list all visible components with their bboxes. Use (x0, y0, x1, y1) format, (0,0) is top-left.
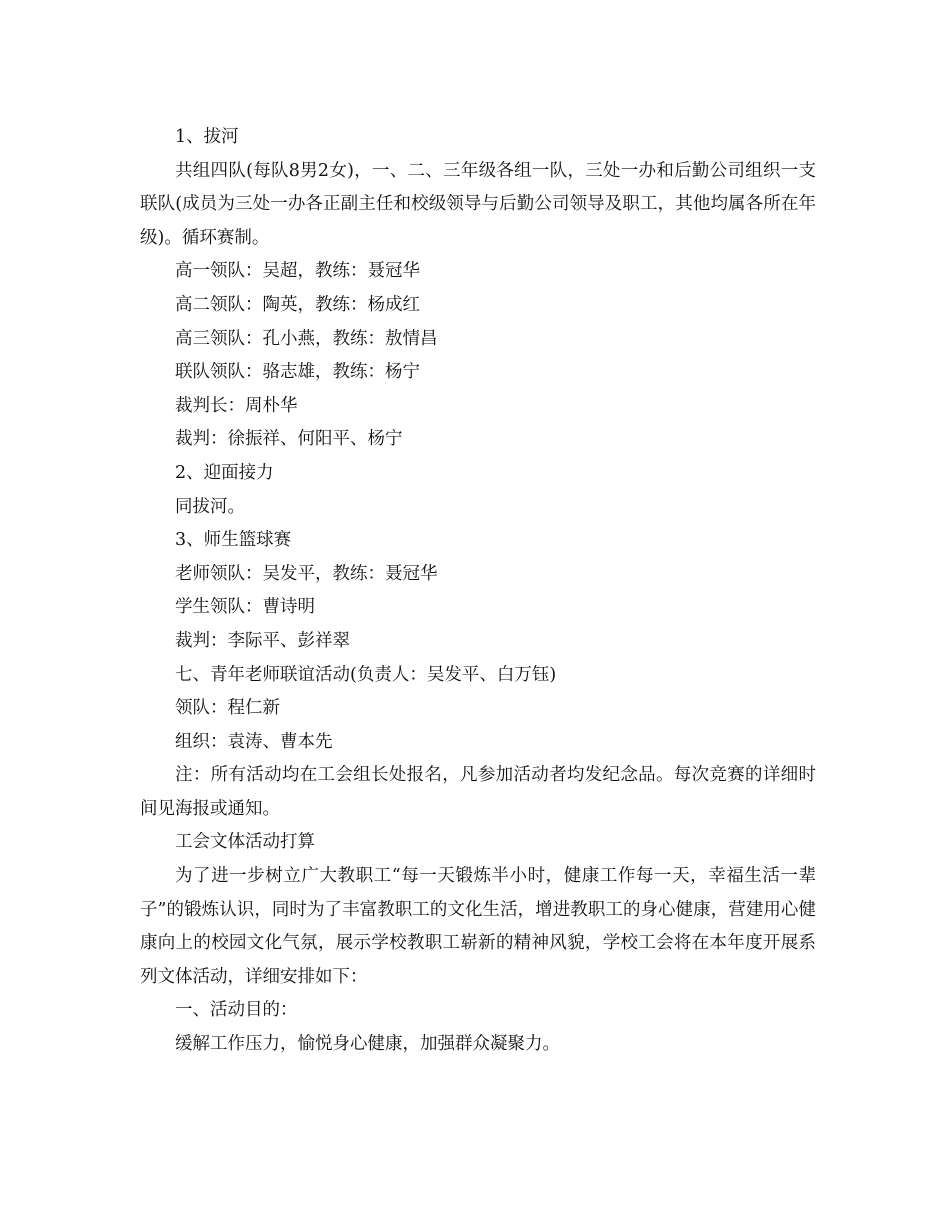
paragraph: 缓解工作压力，愉悦身心健康，加强群众凝聚力。 (175, 1034, 560, 1055)
paragraph: 老师领队：吴发平，教练：聂冠华 (175, 563, 438, 584)
paragraph: 领队：程仁新 (175, 698, 280, 719)
paragraph: 学生领队：曹诗明 (175, 597, 315, 618)
paragraph: 一、活动目的： (175, 1000, 298, 1021)
paragraph: 高一领队：吴超，教练：聂冠华 (175, 261, 420, 282)
paragraph: 高二领队：陶英，教练：杨成红 (175, 294, 420, 315)
document-body (140, 121, 816, 1062)
paragraph: 高三领队：孔小燕，教练：敖情昌 (175, 328, 438, 349)
paragraph: 共组四队(每队8男2女)，一、二、三年级各组一队，三处一办和后勤公司组织一支联队(成员为三处一办各正副主任和校级领导与后勤公司领导及职工，其他均属各所在年级)。循环赛制。 (140, 160, 816, 248)
paragraph: 组织：袁涛、曹本先 (175, 731, 333, 752)
paragraph: 2、迎面接力 (175, 462, 274, 483)
paragraph: 七、青年老师联谊活动(负责人：吴发平、白万钰) (175, 664, 557, 685)
paragraph: 1、拔河 (175, 127, 239, 147)
paragraph: 同拔河。 (175, 496, 245, 517)
section-heading: 工会文体活动打算 (175, 832, 315, 853)
paragraph: 为了进一步树立广大教职工“每一天锻炼半小时，健康工作每一天，幸福生活一辈子”的锻炼认识，同时为了丰富教职工的文化生活，增进教职工的身心健康，营建用心健康向上的校园文化气氛，展示学校教职工崭新的精神风貌，学校工会将在本年度开展系列文体活动，详细安排如下： (140, 866, 816, 987)
paragraph: 裁判：徐振祥、何阳平、杨宁 (175, 429, 403, 450)
paragraph: 3、师生篮球赛 (175, 530, 292, 551)
paragraph: 联队领队：骆志雄，教练：杨宁 (175, 362, 420, 383)
paragraph: 裁判长：周朴华 (175, 395, 298, 416)
paragraph: 裁判：李际平、彭祥翠 (175, 630, 350, 651)
paragraph: 注：所有活动均在工会组长处报名，凡参加活动者均发纪念品。每次竞赛的详细时间见海报或通知。 (140, 765, 816, 819)
